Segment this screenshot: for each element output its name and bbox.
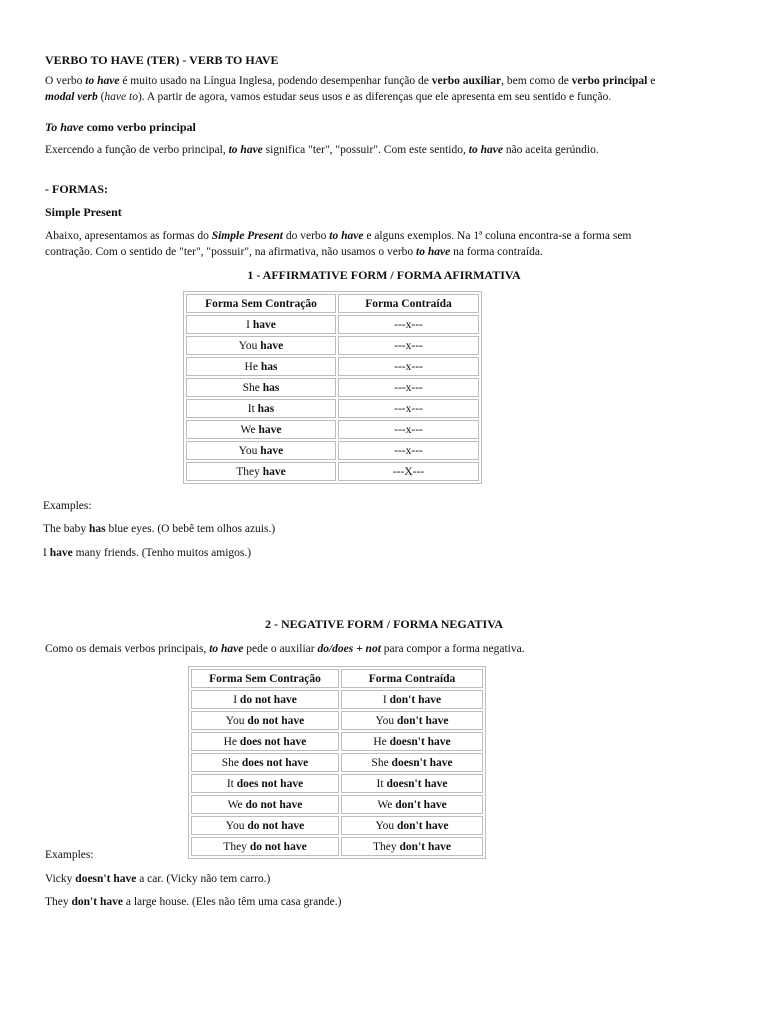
table-cell <box>191 837 339 856</box>
table-cell <box>341 795 483 814</box>
pronoun: They <box>223 840 247 853</box>
example-sentence <box>45 894 342 910</box>
table-row <box>186 462 479 481</box>
pronoun: It <box>376 777 384 790</box>
pronoun: You <box>375 714 395 727</box>
table-cell: ---x--- <box>338 399 479 418</box>
para-text: para compor a forma negativa. <box>380 643 525 655</box>
example-text: The baby <box>43 523 89 535</box>
table-header: Forma Sem Contração <box>191 669 339 688</box>
verb-form: has <box>257 402 275 415</box>
pronoun: You <box>225 819 245 832</box>
intro-term: verbo principal <box>571 75 648 87</box>
pronoun: He <box>244 360 258 373</box>
example-verb: doesn't have <box>75 873 137 885</box>
example-sentence <box>43 521 275 537</box>
verb-form: don't have <box>397 819 449 832</box>
para-term: to have <box>228 144 263 156</box>
table-header-row <box>186 294 479 313</box>
intro-term: modal verb <box>45 91 98 103</box>
table-row <box>186 315 479 334</box>
table-row <box>186 336 479 355</box>
affirmative-title: 1 - AFFIRMATIVE FORM / FORMA AFIRMATIVA <box>247 268 521 282</box>
table-cell <box>186 378 336 397</box>
table-cell: ---x--- <box>338 420 479 439</box>
intro-line-2 <box>45 89 611 105</box>
table-cell <box>186 357 336 376</box>
table-row <box>191 837 483 856</box>
verb-form: have <box>252 318 276 331</box>
table-row <box>191 711 483 730</box>
table-cell <box>191 711 339 730</box>
section-heading-formas: - FORMAS: <box>45 182 108 196</box>
verb-form: have <box>258 423 282 436</box>
table-header: Forma Contraída <box>338 294 479 313</box>
pronoun: We <box>227 798 243 811</box>
table-cell: ---x--- <box>338 378 479 397</box>
table-cell <box>186 399 336 418</box>
table-cell <box>191 774 339 793</box>
pronoun: He <box>373 735 387 748</box>
example-text: a large house. (Eles não têm uma casa grande.) <box>122 896 342 908</box>
para-text: Como os demais verbos principais, <box>45 643 210 655</box>
section-heading-simple-present: Simple Present <box>45 205 122 219</box>
verb-form: does not have <box>236 777 304 790</box>
table-row <box>191 690 483 709</box>
principal-paragraph <box>45 142 599 158</box>
pronoun: We <box>377 798 393 811</box>
verb-form: have <box>260 339 284 352</box>
pronoun: It <box>226 777 234 790</box>
para-text: e alguns exemplos. Na 1ª coluna encontra-se a forma sem <box>363 230 632 242</box>
table-row <box>186 441 479 460</box>
verb-form: do not have <box>245 798 303 811</box>
table-cell <box>341 774 483 793</box>
example-sentence <box>45 871 270 887</box>
para-term: do/does + not <box>317 643 381 655</box>
para-text: significa "ter", "possuir". Com este sentido, <box>262 144 469 156</box>
table-cell <box>191 795 339 814</box>
example-verb: has <box>88 523 106 535</box>
table-cell <box>341 816 483 835</box>
table-row <box>186 420 479 439</box>
para-term: to have <box>416 246 451 258</box>
para-term: to have <box>329 230 364 242</box>
intro-text: e <box>647 75 656 87</box>
table-cell <box>186 441 336 460</box>
table-header: Forma Contraída <box>341 669 483 688</box>
example-verb: don't have <box>71 896 123 908</box>
page-title: VERBO TO HAVE (TER) - VERB TO HAVE <box>45 53 279 67</box>
para-text: contração. Com o sentido de "ter", "possuir", na afirmativa, não usamos o verbo <box>45 246 417 258</box>
verb-form: have <box>260 444 284 457</box>
table-row <box>191 816 483 835</box>
heading-term: To have <box>45 120 84 134</box>
table-cell: ---x--- <box>338 336 479 355</box>
examples-label: Examples: <box>43 500 92 512</box>
negative-title: 2 - NEGATIVE FORM / FORMA NEGATIVA <box>264 617 503 631</box>
table-cell <box>341 711 483 730</box>
example-text: a car. (Vicky não tem carro.) <box>136 873 271 885</box>
para-term: to have <box>209 643 244 655</box>
simple-present-line-2 <box>45 244 543 260</box>
para-text: pede o auxiliar <box>243 643 318 655</box>
intro-text: O verbo <box>45 75 86 87</box>
table-cell <box>191 732 339 751</box>
table-cell <box>186 462 336 481</box>
table-cell <box>341 837 483 856</box>
table-row <box>191 732 483 751</box>
verb-form: do not have <box>247 819 305 832</box>
negative-paragraph <box>45 641 525 657</box>
verb-form: don't have <box>389 693 442 706</box>
verb-form: do not have <box>249 840 307 853</box>
examples-label: Examples: <box>45 849 94 861</box>
para-text: não aceita gerúndio. <box>502 144 599 156</box>
verb-form: don't have <box>395 798 447 811</box>
verb-form: don't have <box>397 714 449 727</box>
verb-form: don't have <box>399 840 451 853</box>
pronoun: I <box>233 693 238 706</box>
example-text: They <box>45 896 72 908</box>
intro-term: verbo auxiliar <box>431 75 502 87</box>
intro-text: , bem como de <box>501 75 572 87</box>
pronoun: You <box>238 444 258 457</box>
verb-form: doesn't have <box>386 777 448 790</box>
table-cell: ---x--- <box>338 441 479 460</box>
pronoun: We <box>240 423 256 436</box>
table-cell: ---x--- <box>338 315 479 334</box>
para-text: do verbo <box>282 230 330 242</box>
verb-form: has <box>262 381 280 394</box>
pronoun: She <box>221 756 239 769</box>
example-text: blue eyes. (O bebê tem olhos azuis.) <box>105 523 276 535</box>
heading-text: como verbo principal <box>83 120 196 134</box>
pronoun: I <box>246 318 250 331</box>
negative-table <box>188 666 486 859</box>
table-row <box>191 753 483 772</box>
example-sentence <box>43 545 251 561</box>
table-cell <box>186 315 336 334</box>
table-cell <box>191 753 339 772</box>
intro-text: ( <box>97 91 105 103</box>
pronoun: They <box>236 465 260 478</box>
table-cell <box>186 420 336 439</box>
table-header-row <box>191 669 483 688</box>
table-row <box>186 399 479 418</box>
table-cell <box>341 690 483 709</box>
para-text: Abaixo, apresentamos as formas do <box>45 230 212 242</box>
verb-form: doesn't have <box>389 735 451 748</box>
verb-form: do not have <box>239 693 297 706</box>
table-cell <box>341 732 483 751</box>
table-header: Forma Sem Contração <box>186 294 336 313</box>
pronoun: You <box>225 714 245 727</box>
table-cell: ---X--- <box>338 462 479 481</box>
para-term: Simple Present <box>211 230 283 242</box>
verb-form: do not have <box>247 714 305 727</box>
example-text: many friends. (Tenho muitos amigos.) <box>72 547 252 559</box>
affirmative-table <box>183 291 482 484</box>
simple-present-line-1 <box>45 228 631 244</box>
verb-form: does not have <box>239 735 307 748</box>
pronoun: You <box>375 819 395 832</box>
intro-line-1 <box>45 73 655 89</box>
table-cell <box>341 753 483 772</box>
table-cell: ---x--- <box>338 357 479 376</box>
pronoun: She <box>242 381 260 394</box>
example-text: Vicky <box>45 873 76 885</box>
intro-text: é muito usado na Língua Inglesa, podendo desempenhar função de <box>119 75 432 87</box>
table-row <box>191 774 483 793</box>
para-term: to have <box>468 144 503 156</box>
example-text: I <box>43 547 50 559</box>
table-cell <box>191 816 339 835</box>
verb-form: does not have <box>241 756 309 769</box>
table-cell <box>191 690 339 709</box>
section-heading-principal <box>45 119 196 135</box>
example-verb: have <box>49 547 73 559</box>
pronoun: You <box>238 339 258 352</box>
table-row <box>186 357 479 376</box>
intro-term: to have <box>85 75 120 87</box>
pronoun: They <box>373 840 397 853</box>
verb-form: have <box>262 465 286 478</box>
table-row <box>191 795 483 814</box>
verb-form: has <box>260 360 278 373</box>
pronoun: It <box>247 402 255 415</box>
intro-term: have to <box>104 91 138 103</box>
intro-text: ). A partir de agora, vamos estudar seus usos e as diferenças que ele apresenta em seu sentido e função. <box>137 91 612 103</box>
table-cell <box>186 336 336 355</box>
pronoun: She <box>371 756 389 769</box>
para-text: Exercendo a função de verbo principal, <box>45 144 229 156</box>
pronoun: He <box>223 735 238 748</box>
pronoun: I <box>382 693 387 706</box>
para-text: na forma contraída. <box>450 246 543 258</box>
table-row <box>186 378 479 397</box>
verb-form: doesn't have <box>391 756 453 769</box>
